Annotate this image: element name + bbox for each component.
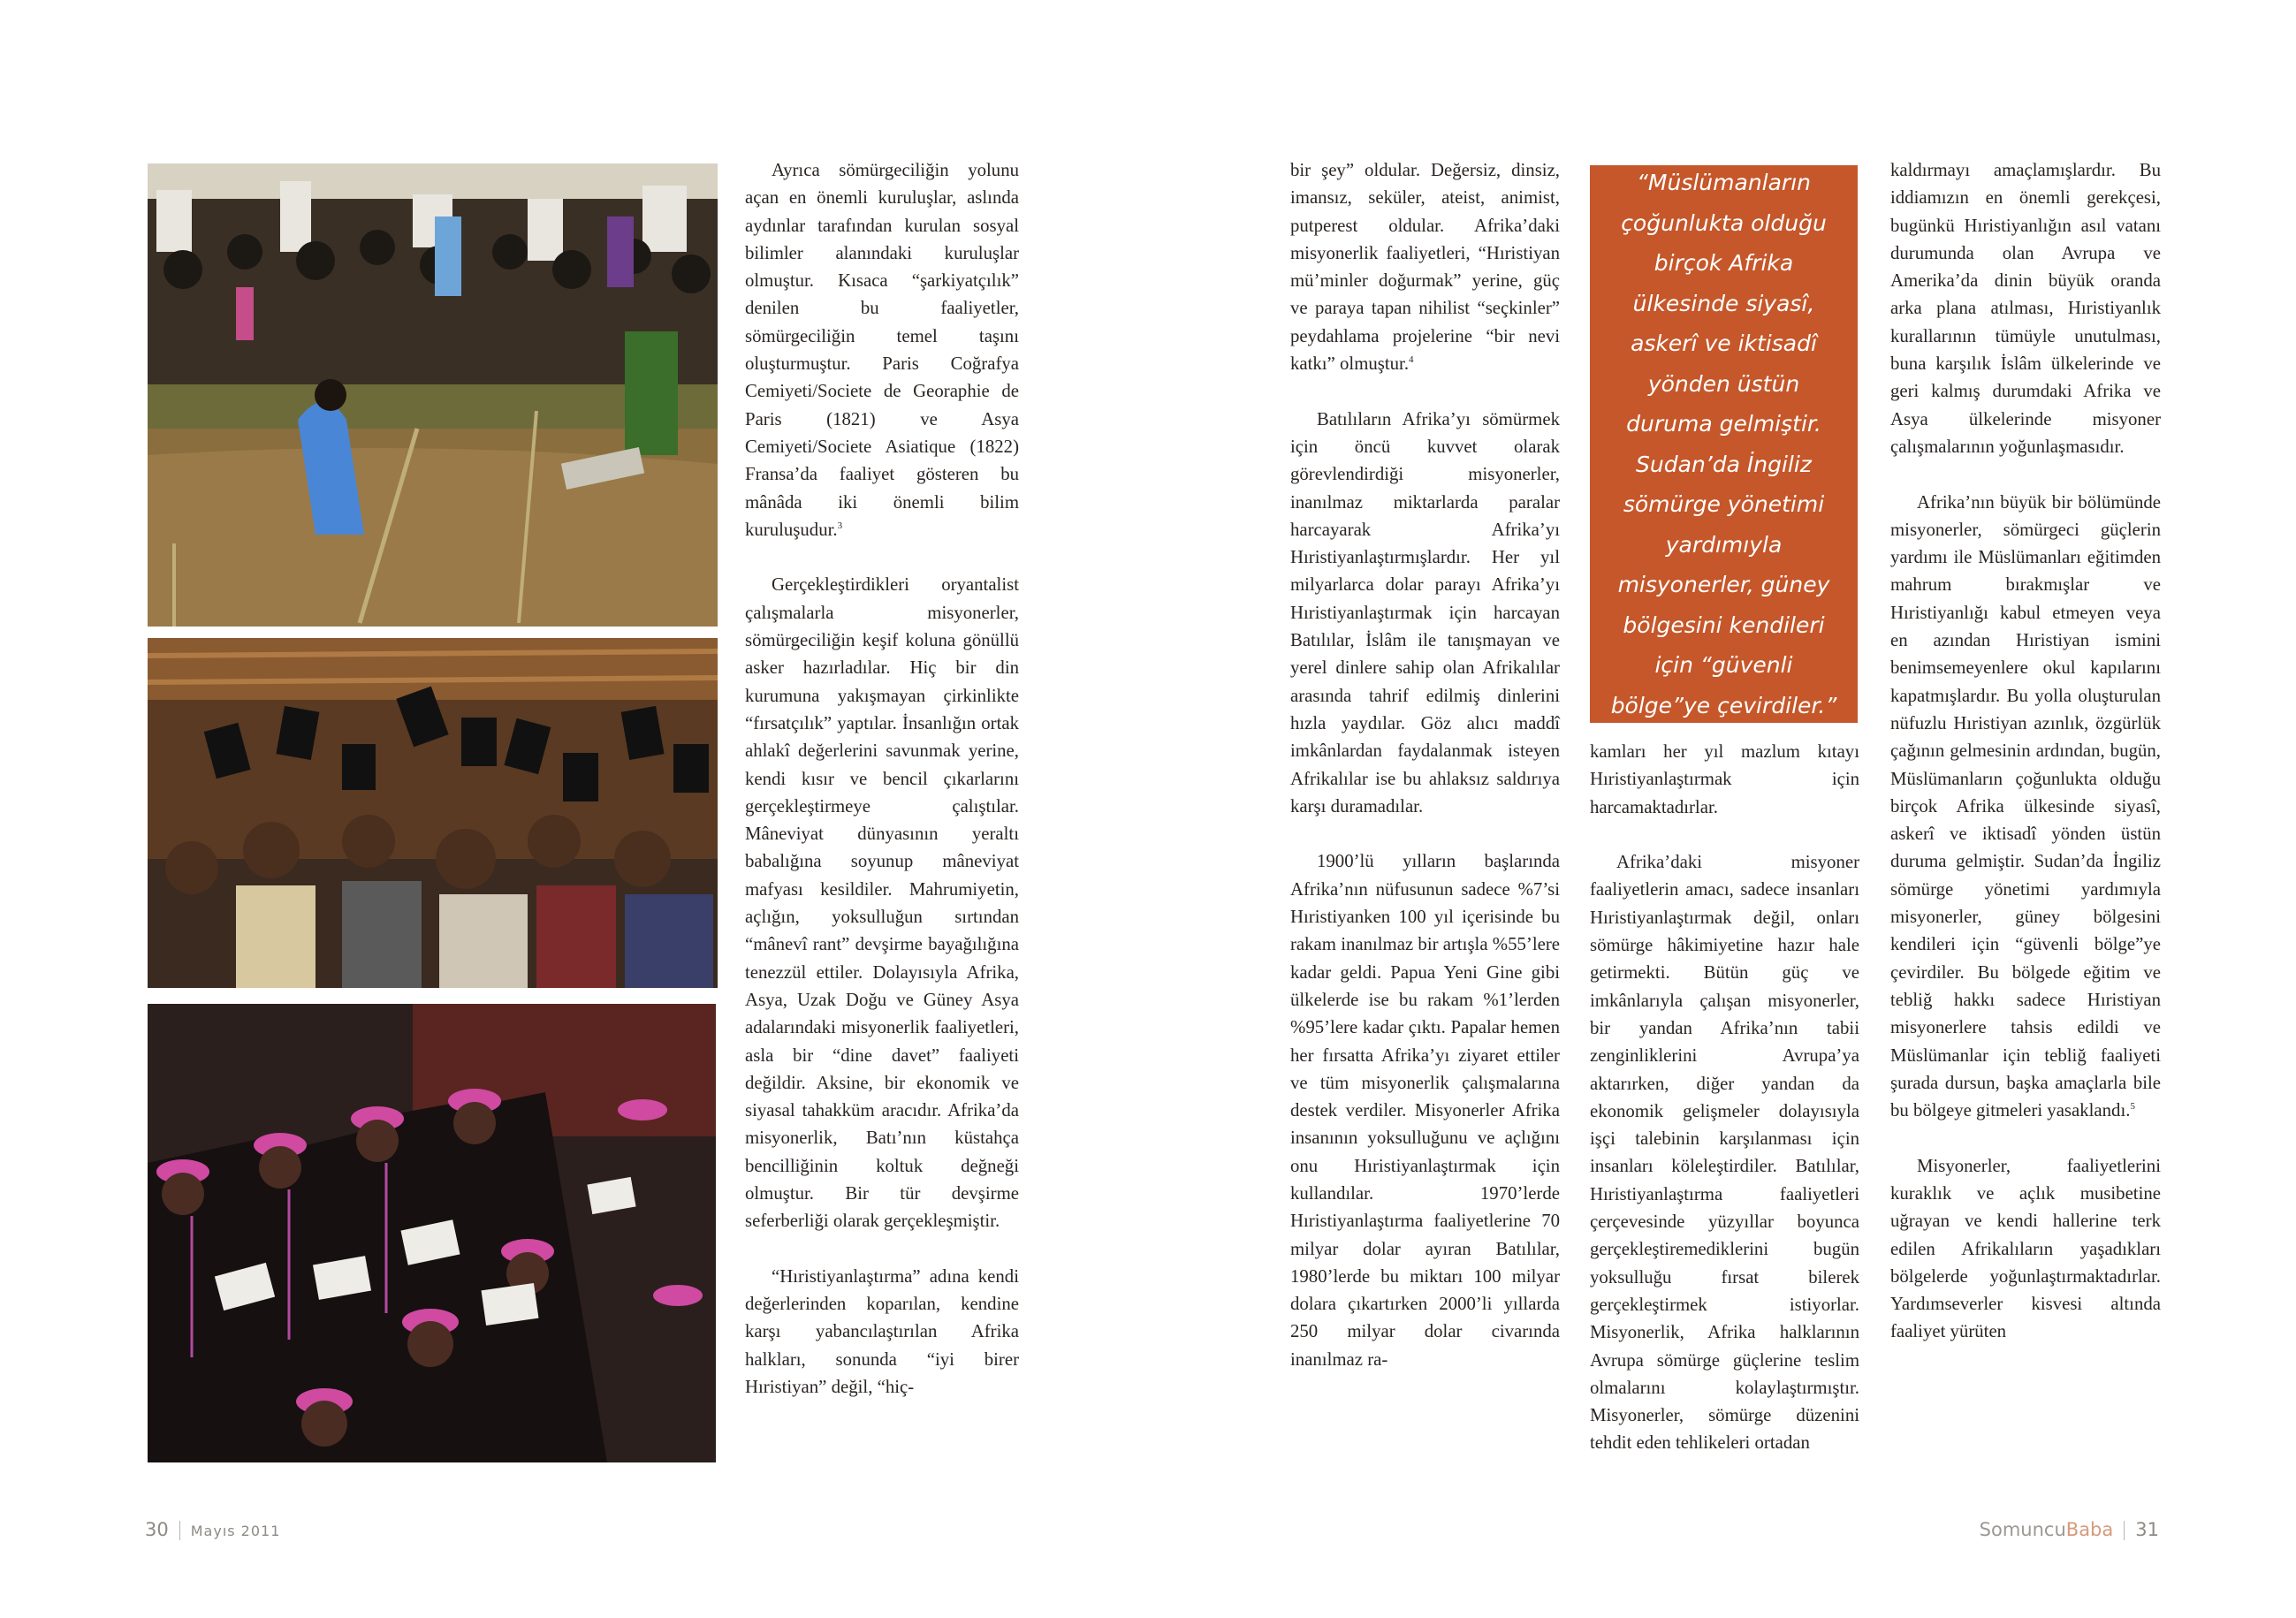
paragraph: Batılıların Afrika’yı sömürmek için öncü kuvvet olarak görevlendirdiği misyonerler, inanılmaz miktarlarda paralar harcayarak Afrika’yı Hıristiyanlaştırmışlardır. Her yıl milyarlarca dolar parayı Afrika’yı Hıristiyanlaştırmak için harcayan Batılılar, İslâm ile tanışmayan ve yerel dinlere sahip olan Afrikalılar arasında tahrif edilmiş dinlerini hızla yaydılar. Göz alıcı maddî imkânlardan faydalanmak isteyen Afrikalılar ise bu ahlaksız saldırıya karşı duramadılar. (1290, 408, 1560, 817)
article-column-3 (1590, 738, 1859, 1485)
paragraph: kaldırmayı amaçlamışlardır. Bu iddiamızın en önemli gerekçesi, bugünkü Hıristiyanlığın asıl vatanı durumunda olan Avrupa ve Amerika’da dinin büyük oranda arka plana atılması, Hıristiyanlık kurallarının tümüyle unutulması, buna karşılık İslâm ülkelerinde ve geri kalmış durumdaki Afrika ve Asya ülkelerinde misyoner çalışmalarının yoğunlaşmasıdır. (1890, 160, 2161, 457)
footnote-ref: 4 (1409, 354, 1414, 366)
footer-right (1980, 1519, 2159, 1540)
paragraph: Misyonerler, faaliyetlerini kuraklık ve açlık musibetine uğrayan ve kendi hallerine terk edilen Afrikalıların yaşadıkları bölgelerde yoğunlaştırmaktadırlar. Yardımseverler kisvesi altında faaliyet yürüten (1890, 1155, 2161, 1342)
paragraph: “Hıristiyanlaştırma” adına kendi değerlerinden koparılan, kendine karşı yabancılaştırılan Afrika halkları, sonunda “iyi birer Hıristiyan” değil, “hiç- (745, 1265, 1019, 1398)
paragraph: Gerçekleştirdikleri oryantalist çalışmalarla misyonerler, sömürgeciliğin keşif koluna gönüllü asker hazırladılar. Hiç bir din kurumuna yakışmayan çirkinlikte “fırsatçılık” yaptılar. İnsanlığın ortak ahlakî değerlerini savunmak yerine, kendi kısır ve bencil çıkarlarını gerçekleştirmeye çalıştılar. Mâneviyat dünyasının yeraltı babalığına soyunup mâneviyat mafyası kesildiler. Mahrumiyetin, açlığın, yoksulluğun sırtından “mânevî rant” devşirme bayağılığına tenezzül ettiler. Dolayısıyla Afrika, Asya, Uzak Doğu ve Güney Asya adalarındaki misyonerlik faaliyetleri, asla bir “dine davet” faaliyeti değildir. Aksine, bir ekonomik ve siyasal tahakküm aracıdır. Afrika’da misyonerlik, Batı’nın küstahça bencilliğinin koltuk değneği olmuştur. Bir tür devşirme seferberliği olarak gerçekleşmiştir. (745, 574, 1019, 1232)
brand-logo: SomuncuBaba (1979, 1519, 2114, 1540)
issue-date: Mayıs 2011 (190, 1523, 281, 1539)
photo-bishops (148, 1004, 716, 1462)
photo-raised-books (148, 638, 718, 988)
article-column-2 (1290, 156, 1560, 1401)
pull-quote-text: “Müslümanların çoğunlukta olduğu birçok Afrika ülkesinde siyasî, askerî ve iktisadî yönden üstün duruma gelmiştir. Sudan’da İngiliz sömürge yönetimi yardımıyla misyonerler, güney bölgesini kendileri için “güvenli bölge”ye çevirdiler.” (1610, 170, 1837, 718)
article-column-1 (745, 156, 1019, 1429)
footnote-ref: 3 (837, 520, 843, 531)
article-column-4 (1890, 156, 2161, 1373)
paragraph: Ayrıca sömürgeciliğin yolunu açan en önemli kuruluşlar, aslında aydınlar tarafından kurulan sosyal bilimler alanındaki kuruluşlar olmuştur. Kısaca “şarkiyatçılık” denilen bu faaliyetler, sömürgeciliğin temel taşını oluşturmuştur. Paris Coğrafya Cemiyeti/Societe de Georaphie de Paris (1821) ve Asya Cemiyeti/Societe Asiatique (1822) Fransa’da faaliyet gösteren bu mânâda iki önemli bilim kuruluşudur.$^3$ (745, 160, 1019, 540)
page-number: 30 (145, 1519, 169, 1540)
paragraph: kamları her yıl mazlum kıtayı Hıristiyanlaştırmak için harcamaktadırlar. (1590, 741, 1859, 817)
paragraph: bir şey” oldular. Değersiz, dinsiz, imansız, seküler, ateist, animist, putperest oldular. Afrika’daki misyonerlik faaliyetleri, “Hıristiyan mü’minler doğurmak” yerine, güç ve paraya tapan nihilist “seçkinler” peydahlama projelerine “bir nevi katkı” olmuştur.$^4$ (1290, 160, 1560, 375)
paragraph: 1900’lü yılların başlarında Afrika’nın nüfusunun sadece %7’si Hıristiyanken 100 yıl içerisinde bu rakam inanılmaz bir artışla %55’lere kadar geldi. Papua Yeni Gine gibi ülkelerde ise bu rakam %1’lerden %95’lere kadar çıktı. Papalar hemen her fırsatta Afrika’yı ziyaret ettiler ve tüm misyonerlik çalışmalarına destek verdiler. Misyonerler Afrika insanının yoksulluğunu ve açlığını onu Hıristiyanlaştırmak için kullandılar. 1970’lerde Hıristiyanlaştırma faaliyetlerine 70 milyar dolar ayıran Batılılar, 1980’lerde bu miktarı 100 milyar dolara çıkartırken 2000’li yıllarda 250 milyar dolar civarında inanılmaz ra- (1290, 851, 1560, 1370)
photo-baptism (148, 163, 718, 627)
footer-divider (179, 1521, 180, 1540)
pull-quote-box (1590, 165, 1858, 723)
footnote-ref: 5 (2130, 1101, 2135, 1113)
footer-divider (2124, 1521, 2125, 1540)
paragraph: Afrika’daki misyoner faaliyetlerin amacı, sadece insanları Hıristiyanlaştırmak değil, onları sömürge hâkimiyetine hazır hale getirmekti. Bütün güç ve imkânlarıyla çalışan misyonerler, bir yandan Afrika’nın tabii zenginliklerini Avrupa’ya aktarırken, diğer yandan da ekonomik gelişmeler dolayısıyla işçi talebinin karşılanması için insanları köleleştirdiler. Batılılar, Hıristiyanlaştırma faaliyetleri çerçevesinde yüzyıllar boyunca gerçekleştiremediklerini bugün yoksulluğu fırsat bilerek gerçekleştirmek istiyorlar. Misyonerlik, Afrika halklarının Avrupa sömürge güçlerine teslim olmalarını kolaylaştırmıştır. Misyonerler, sömürge düzenini tehdit eden tehlikeleri ortadan (1590, 852, 1859, 1454)
footer-left (145, 1519, 280, 1542)
page-number: 31 (2135, 1519, 2159, 1540)
paragraph: Afrika’nın büyük bir bölümünde misyonerler, sömürgeci güçlerin yardımı ile Müslümanları eğitimden mahrum bırakmışlar ve Hıristiyanlığı kabul etmeyen veya en azından Hıristiyan ismini benimsemeyenlere okul kapılarını kapatmışlardır. Bu yolla oluşturulan nüfuzlu Hıristiyan azınlık, özgürlük çağının gelmesinin ardından, bugün, Müslümanların çoğunlukta olduğu birçok Afrika ülkesinde siyasî, askerî ve iktisadî yönden üstün duruma gelmiştir. Sudan’da İngiliz sömürge yönetimi yardımıyla misyonerler, güney bölgesini kendileri için “güvenli bölge”ye çevirdiler. Bu bölgede eğitim ve tebliğ hakkı sadece Hıristiyan misyonerlere tahsis edildi ve Müslümanlar için tebliğ faaliyeti şurada dursun, başka amaçlarla bile bu bölgeye gitmeleri yasaklandı.$^5$ (1890, 491, 2161, 1121)
